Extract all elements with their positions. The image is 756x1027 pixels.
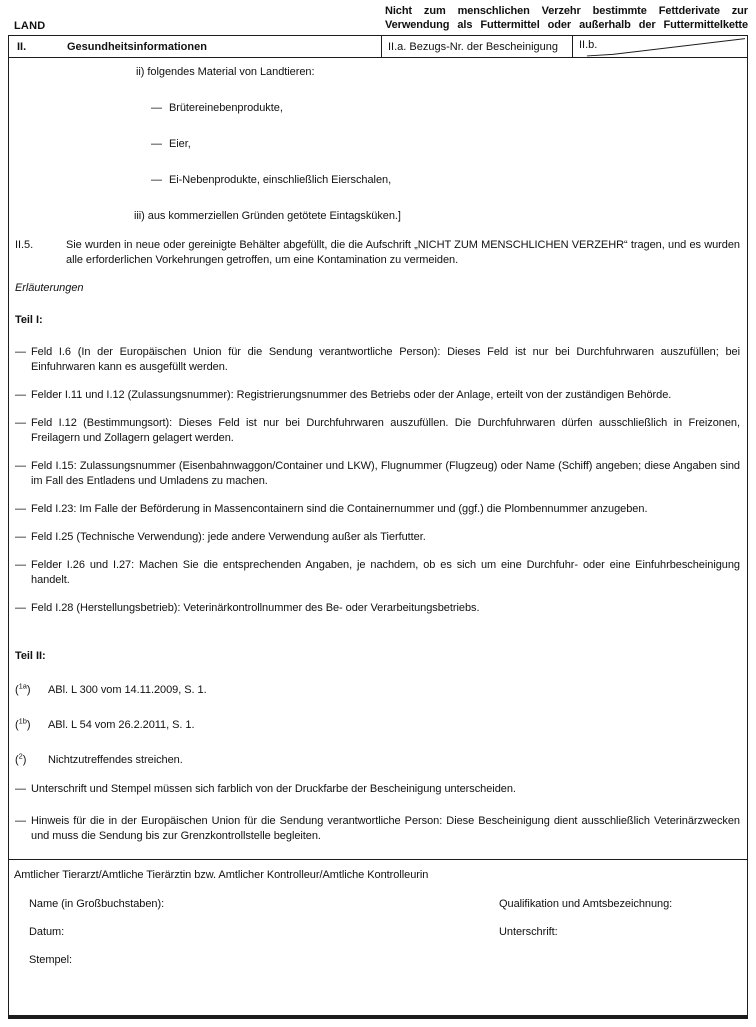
list-item-iii: iii) aus kommerziellen Gründen getötete Eintagsküken.] [134, 210, 401, 222]
signature-field-label: Unterschrift: [499, 926, 558, 938]
note-item [15, 601, 740, 616]
page-header [0, 0, 756, 35]
clause-number: II.5. [15, 239, 34, 251]
note-text: Feld I.25 (Technische Verwendung): jede andere Verwendung außer als Tierfutter. [31, 531, 426, 543]
certificate-content [9, 58, 747, 859]
list-item-text: Brütereinebenprodukte, [168, 102, 283, 114]
note-text: Feld I.23: Im Falle der Beförderung in Massencontainern sind die Containernummer und (ggf.) die Plombennummer anzugeben. [31, 503, 648, 515]
signature-section [9, 859, 747, 968]
dash-glyph: — [151, 102, 162, 114]
note-item [15, 530, 740, 545]
clause-ii5 [15, 238, 740, 268]
note-item [15, 416, 740, 446]
note-item [15, 388, 740, 403]
note-text: Feld I.15: Zulassungsnummer (Eisenbahnwaggon/Container und LKW), Flugnummer (Flugzeug) oder Name (Schiff) angeben; diese Angaben sind im Fall des Entladens und Umladens zu machen. [31, 460, 740, 487]
notes-heading: Erläuterungen [15, 282, 84, 294]
list-item-text: Ei-Nebenprodukte, einschließlich Eierschalen, [168, 174, 392, 186]
dash-glyph: — [151, 138, 162, 150]
stamp-field-label: Stempel: [29, 954, 73, 966]
dash-glyph: — [15, 346, 26, 358]
note-text: Felder I.26 und I.27: Machen Sie die entsprechenden Angaben, je nachdem, ob es sich um eine Durchfuhr- oder eine Einfuhrbescheinigung handelt. [31, 559, 740, 586]
list-item-text: Eier, [168, 138, 191, 150]
country-label: LAND [14, 20, 46, 32]
note-text: Feld I.12 (Bestimmungsort): Dieses Feld ist nur bei Durchfuhrwaren auszufüllen. Die Durchfuhrwaren dürfen ausschließlich in Freizonen, Freilagern und Zollagern gelagert werden. [31, 417, 740, 444]
dash-glyph: — [15, 389, 26, 401]
section-title: Gesundheitsinformationen [67, 40, 207, 53]
section-number: II. [17, 40, 27, 53]
diagonal-strike-line [573, 36, 747, 57]
note-text: Hinweis für die in der Europäischen Union für die Sendung verantwortliche Person: Diese Bescheinigung dient ausschließlich Veterinärzwecken und muss die Sendung bis zur Grenzkontrollstelle begleiten. [31, 815, 740, 842]
iib-label: II.b. [579, 39, 598, 51]
footnote [15, 718, 740, 733]
list-item [151, 173, 740, 188]
note-text: Felder I.11 und I.12 (Zulassungsnummer): Registrierungsnummer des Betriebs oder der Anlage, erteilt von der zuständigen Behörde. [31, 389, 672, 401]
footnote-text: Nichtzutreffendes streichen. [48, 754, 183, 766]
certificate-body-box [8, 35, 748, 1019]
list-item [151, 137, 740, 152]
footnote-marker: ($^{1a}$) [15, 681, 31, 696]
dash-glyph: — [151, 174, 162, 186]
dash-glyph: — [15, 815, 26, 827]
footnote [15, 753, 740, 768]
footnote-text: ABl. L 54 vom 26.2.2011, S. 1. [48, 719, 195, 731]
footnote-marker: ($^{1b}$) [15, 716, 31, 731]
footnote-text: ABl. L 300 vom 14.11.2009, S. 1. [48, 684, 207, 696]
footnote-marker: ($^2$) [15, 751, 27, 766]
note-text: Feld I.6 (In der Europäischen Union für die Sendung verantwortliche Person): Dieses Feld ist nur bei Durchfuhrwaren auszufüllen; bei Einfuhrwaren kann es ausgefüllt werden. [31, 346, 740, 373]
iib-cell [573, 36, 747, 57]
dash-glyph: — [15, 602, 26, 614]
part1-heading: Teil I: [15, 314, 43, 326]
dash-glyph: — [15, 460, 26, 472]
note-text: Unterschrift und Stempel müssen sich farblich von der Druckfarbe der Bescheinigung unterscheiden. [31, 783, 516, 795]
list-item-ii: ii) folgendes Material von Landtieren: [136, 66, 315, 78]
section-header-cell [9, 36, 382, 57]
dash-glyph: — [15, 503, 26, 515]
document-title: Nicht zum menschlichen Verzehr bestimmte Fettderivate zur Verwendung als Futtermittel oder außerhalb der Futtermittelkette [385, 5, 748, 31]
note-text: Feld I.28 (Herstellungsbetrieb): Veterinärkontrollnummer des Be- oder Verarbeitungsbetriebs. [31, 602, 480, 614]
signature-fields [14, 897, 740, 968]
date-field-label: Datum: [29, 926, 65, 938]
dash-glyph: — [15, 531, 26, 543]
footnote [15, 683, 740, 698]
note-item [15, 782, 740, 797]
reference-number-cell: II.a. Bezugs-Nr. der Bescheinigung [382, 36, 573, 57]
table-header-row [9, 36, 747, 58]
note-item [15, 814, 740, 844]
qualification-field-label: Qualifikation und Amtsbezeichnung: [499, 898, 673, 910]
clause-text: Sie wurden in neue oder gereinigte Behälter abgefüllt, die die Aufschrift „NICHT ZUM MENSCHLICHEN VERZEHR“ tragen, und es wurden alle erforderlichen Vorkehrungen getroffen, um eine Kontamination zu vermeiden. [66, 239, 740, 266]
empty-cell [499, 953, 740, 968]
part2-heading: Teil II: [15, 650, 46, 662]
signature-heading: Amtlicher Tierarzt/Amtliche Tierärztin bzw. Amtlicher Kontrolleur/Amtliche Kontrolleurin [14, 869, 429, 881]
dash-glyph: — [15, 559, 26, 571]
dash-glyph: — [15, 783, 26, 795]
note-item [15, 459, 740, 489]
note-item [15, 345, 740, 375]
name-field-label: Name (in Großbuchstaben): [29, 898, 165, 910]
note-item [15, 502, 740, 517]
list-item [151, 101, 740, 116]
note-item [15, 558, 740, 588]
dash-glyph: — [15, 417, 26, 429]
